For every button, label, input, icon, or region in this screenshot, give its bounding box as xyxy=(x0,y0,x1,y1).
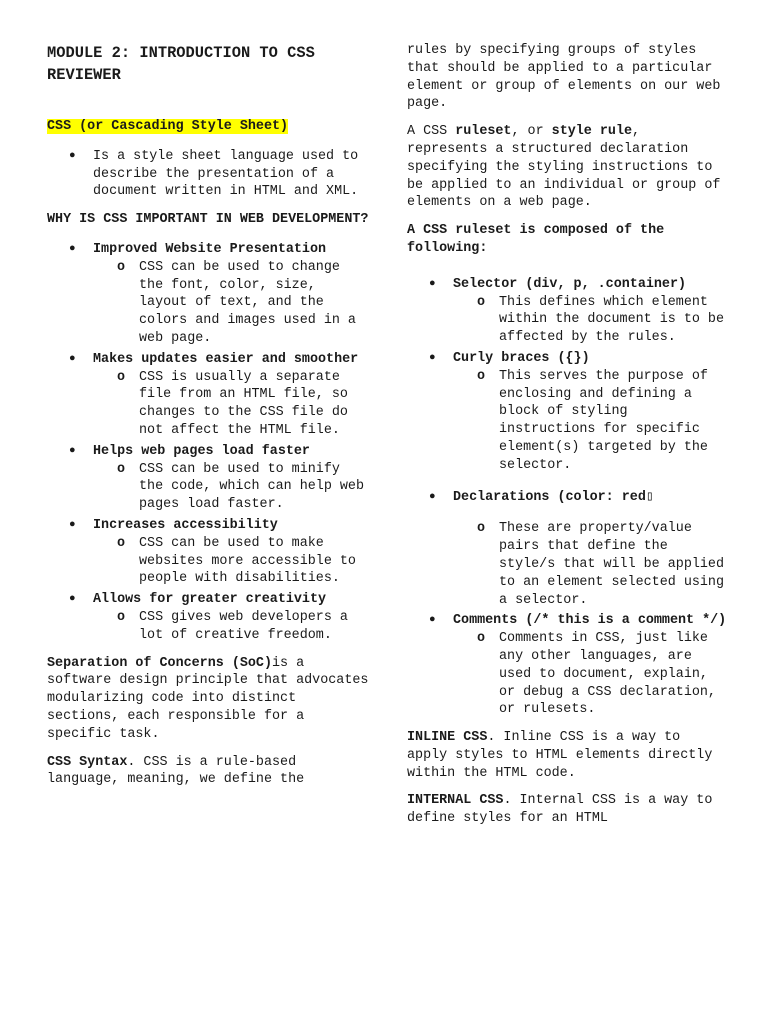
sub-item xyxy=(93,461,372,514)
left-column xyxy=(47,42,372,789)
item-title: Helps web pages load faster xyxy=(93,443,310,459)
why-list xyxy=(47,241,372,645)
bullet-o-icon: o xyxy=(117,461,126,477)
bullet-icon: ● xyxy=(429,490,436,503)
inline-css-paragraph xyxy=(407,729,727,782)
item-title: Comments (/* this is a comment */) xyxy=(453,613,727,629)
internal-css-text: . Internal CSS is a way to define styles for an HTML xyxy=(407,793,713,827)
internal-css-term: INTERNAL CSS xyxy=(407,793,504,809)
sub-item xyxy=(453,520,727,609)
syntax-term: CSS Syntax xyxy=(47,754,128,770)
list-item xyxy=(407,612,727,719)
sub-item-text: These are property/value pairs that define the style/s that will be applied to an element selected using a selector. xyxy=(499,521,724,608)
list-item xyxy=(47,517,372,588)
ruleset-text: , represents a structured declaration specifying the styling instructions to be applied to an individual or group of elements on a web page. xyxy=(407,124,721,211)
css-heading: CSS (or Cascading Style Sheet) xyxy=(47,119,289,134)
right-column xyxy=(407,42,727,828)
internal-css-paragraph xyxy=(407,792,727,828)
bullet-icon: ● xyxy=(429,614,436,627)
bullet-icon: ● xyxy=(69,242,76,255)
syntax-continued: rules by specifying groups of styles that should be applied to a particular element or group of elements on our web page. xyxy=(407,43,721,112)
bullet-o-icon: o xyxy=(477,368,486,384)
sub-item-text: Comments in CSS, just like any other languages, are used to document, explain, or debug a CSS declaration, or rulesets. xyxy=(499,631,716,718)
inline-css-text: . Inline CSS is a way to apply styles to HTML elements directly within the HTML code. xyxy=(407,730,713,781)
composed-heading: A CSS ruleset is composed of the following: xyxy=(407,223,665,256)
bullet-icon: ● xyxy=(69,149,76,162)
bullet-icon: ● xyxy=(429,351,436,364)
item-title: Makes updates easier and smoother xyxy=(93,351,359,367)
ruleset-text: , or xyxy=(511,124,552,140)
style-rule-term: style rule xyxy=(551,124,633,140)
bullet-icon: ● xyxy=(69,593,76,606)
bullet-o-icon: o xyxy=(117,369,126,385)
document-title: MODULE 2: INTRODUCTION TO CSS REVIEWER xyxy=(47,44,315,84)
sub-item xyxy=(453,294,727,347)
bullet-icon: ● xyxy=(69,352,76,365)
sub-item xyxy=(453,368,727,475)
ruleset-parts-list xyxy=(407,276,727,719)
sub-item-text: CSS can be used to make websites more accessible to people with disabilities. xyxy=(139,535,356,587)
item-title: Declarations (color: red▯ xyxy=(453,489,654,505)
soc-text: is a software design principle that advocates modularizing code into distinct sections, each responsible for a specific task. xyxy=(47,655,369,742)
list-item xyxy=(47,591,372,644)
ruleset-text: A CSS xyxy=(407,124,456,140)
why-heading: WHY IS CSS IMPORTANT IN WEB DEVELOPMENT? xyxy=(47,212,369,228)
item-title: Increases accessibility xyxy=(93,517,278,533)
item-title: Selector (div, p, .container) xyxy=(453,276,687,292)
css-definition: Is a style sheet language used to describe the presentation of a document written in HTML and XML. xyxy=(93,148,359,200)
bullet-o-icon: o xyxy=(477,521,486,537)
list-item xyxy=(47,351,372,440)
sub-item xyxy=(93,369,372,440)
list-item xyxy=(407,276,727,347)
sub-item-text: CSS gives web developers a lot of creative freedom. xyxy=(139,609,348,643)
bullet-o-icon: o xyxy=(477,294,486,310)
soc-paragraph xyxy=(47,655,372,744)
sub-item xyxy=(93,535,372,588)
syntax-paragraph xyxy=(47,754,372,790)
sub-item-text: CSS is usually a separate file from an HTML file, so changes to the CSS file do not affect the HTML file. xyxy=(139,369,348,438)
bullet-icon: ● xyxy=(69,444,76,457)
item-title: Improved Website Presentation xyxy=(93,241,327,257)
inline-css-term: INLINE CSS xyxy=(407,730,488,746)
list-item xyxy=(47,241,372,348)
list-item xyxy=(407,489,727,610)
bullet-icon: ● xyxy=(429,277,436,290)
bullet-o-icon: o xyxy=(117,259,126,275)
syntax-text: . CSS is a rule-based language, meaning, we define the xyxy=(47,754,305,788)
sub-item-text: CSS can be used to minify the code, which can help web pages load faster. xyxy=(139,461,364,513)
sub-item-text: This serves the purpose of enclosing and defining a block of styling instructions for specific element(s) targeted by the selector. xyxy=(499,368,708,473)
sub-item xyxy=(453,630,727,719)
bullet-icon: ● xyxy=(69,518,76,531)
list-item xyxy=(47,148,372,201)
list-item xyxy=(47,443,372,514)
css-definition-list xyxy=(47,148,372,201)
sub-item-text: This defines which element within the document is to be affected by the rules. xyxy=(499,294,724,346)
item-title: Allows for greater creativity xyxy=(93,592,327,608)
list-item xyxy=(407,350,727,475)
sub-item xyxy=(93,609,372,645)
ruleset-term: ruleset xyxy=(455,124,512,140)
item-title: Curly braces ({}) xyxy=(453,350,590,366)
ruleset-paragraph xyxy=(407,123,727,212)
bullet-o-icon: o xyxy=(477,631,486,647)
sub-item xyxy=(93,259,372,348)
sub-item-text: CSS can be used to change the font, color, size, layout of text, and the colors and images used in a web page. xyxy=(139,259,356,346)
bullet-o-icon: o xyxy=(117,609,126,625)
soc-term: Separation of Concerns (SoC) xyxy=(47,655,272,671)
bullet-o-icon: o xyxy=(117,535,126,551)
